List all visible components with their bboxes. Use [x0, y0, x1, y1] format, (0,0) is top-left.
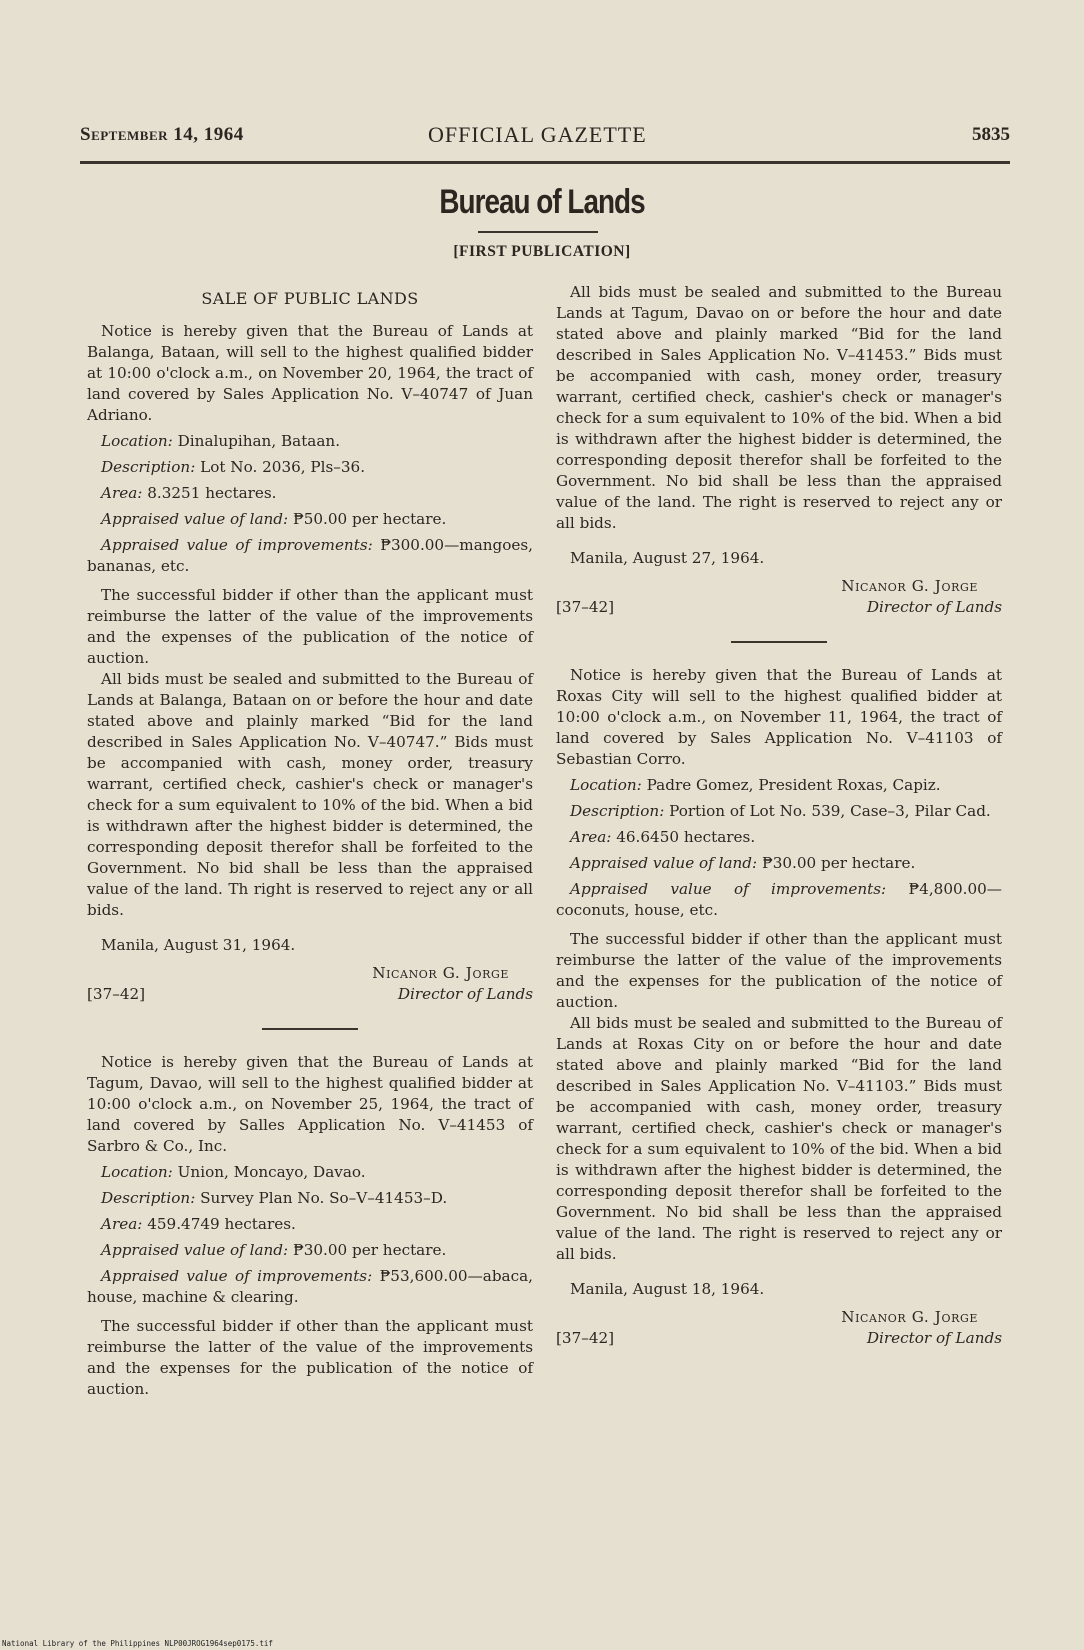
improvements-label: Appraised value of improvements: [101, 536, 373, 554]
area-label: Area: [101, 484, 143, 502]
description-field [87, 1188, 533, 1209]
publication-code: [37–42] [556, 598, 615, 616]
left-column [87, 282, 533, 1400]
area-field [87, 483, 533, 504]
improvements-value: ₱53,600.00—abaca, house, machine & clearing. [87, 1267, 533, 1306]
land-value-field [556, 853, 1002, 874]
location-value: Union, Moncayo, Davao. [177, 1163, 366, 1181]
signatory-name: Nicanor G. Jorge [841, 577, 978, 595]
signature-block [556, 1308, 1002, 1354]
land-value-field [87, 509, 533, 530]
right-column [556, 282, 1002, 1354]
improvements-field [556, 879, 1002, 921]
area-value: 46.6450 hectares. [616, 828, 756, 846]
signatory-title: Director of Lands [866, 598, 1002, 616]
page-header [80, 124, 1010, 154]
land-value: ₱30.00 per hectare. [761, 854, 916, 872]
land-value: ₱50.00 per hectare. [292, 510, 447, 528]
improvements-field [87, 535, 533, 577]
dateline: Manila, August 31, 1964. [101, 936, 296, 954]
location-field [556, 775, 1002, 796]
location-value: Padre Gomez, President Roxas, Capiz. [646, 776, 941, 794]
signatory-name: Nicanor G. Jorge [841, 1308, 978, 1326]
dateline: Manila, August 18, 1964. [570, 1280, 765, 1298]
area-label: Area: [101, 1215, 143, 1233]
improvements-label: Appraised value of improvements: [101, 1267, 373, 1285]
notice-intro: Notice is hereby given that the Bureau of Lands at Tagum, Davao, will sell to the highest qualified bidder at 10:00 o'clock a.m., on November 25, 1964, the tract of land covered by Salles Application No. V–41453 of Sarbro & Co., Inc. [87, 1053, 533, 1155]
land-value-field [87, 1240, 533, 1261]
reimburse-paragraph: The successful bidder if other than the applicant must reimburse the latter of the value of the improvements and the expenses of the publication of the notice of auction. [87, 586, 533, 667]
location-field [87, 431, 533, 452]
area-value: 459.4749 hectares. [147, 1215, 296, 1233]
section-heading: SALE OF PUBLIC LANDS [201, 289, 419, 308]
description-field [556, 801, 1002, 822]
signatory-title: Director of Lands [866, 1329, 1002, 1347]
signatory-title: Director of Lands [397, 985, 533, 1003]
reimburse-paragraph: The successful bidder if other than the applicant must reimburse the latter of the value of the improvements and the expenses for the publication of the notice of auction. [87, 1317, 533, 1398]
publication-code: [37–42] [556, 1329, 615, 1347]
bids-paragraph: All bids must be sealed and submitted to the Bureau of Lands at Balanga, Bataan on or before the hour and date stated above and plainly marked “Bid for the land described in Sales Application No. V–40747.” Bids must be accompanied with cash, money order, treasury warrant, certified check, cashier's check or manager's check for a sum equivalent to 10% of the bid. When a bid is withdrawn after the highest bidder is determined, the corresponding deposit therefor shall be forfeited to the Government. No bid shall be less than the appraised value of the land. Th right is reserved to reject any or all bids. [87, 670, 533, 919]
publication-title: OFFICIAL GAZETTE [428, 122, 647, 147]
description-value: Lot No. 2036, Pls–36. [200, 458, 366, 476]
location-value: Dinalupihan, Bataan. [177, 432, 341, 450]
notice-separator [262, 1028, 358, 1030]
notice-intro: Notice is hereby given that the Bureau of Lands at Roxas City will sell to the highest qualified bidder at 10:00 o'clock a.m., on November 11, 1964, the tract of land covered by Sales Application No. V–41103 of Sebastian Corro. [556, 666, 1002, 768]
location-label: Location: [101, 1163, 173, 1181]
location-field [87, 1162, 533, 1183]
issue-date: September 14, 1964 [80, 124, 244, 145]
land-value-label: Appraised value of land: [101, 1241, 289, 1259]
header-rule [80, 161, 1010, 164]
title-rule [478, 231, 598, 233]
area-label: Area: [570, 828, 612, 846]
bids-paragraph: All bids must be sealed and submitted to the Bureau Lands at Tagum, Davao on or before the hour and date stated above and plainly marked “Bid for the land described in Sales Application No. V–41453.” Bids must be accompanied with cash, money order, treasury warrant, certified check, cashier's check or manager's check for a sum equivalent to 10% of the bid. When a bid is withdrawn after the highest bidder is determined, the corresponding deposit therefor shall be forfeited to the Government. No bid shall be less than the appraised value of the land. The right is reserved to reject any or all bids. [556, 283, 1002, 532]
publication-label: [FIRST PUBLICATION] [453, 243, 631, 260]
bureau-title: Bureau of Lands [439, 183, 645, 221]
publication-code: [37–42] [87, 985, 146, 1003]
land-value: ₱30.00 per hectare. [292, 1241, 447, 1259]
description-value: Survey Plan No. So–V–41453–D. [200, 1189, 448, 1207]
notice-intro: Notice is hereby given that the Bureau of Lands at Balanga, Bataan, will sell to the highest qualified bidder at 10:00 o'clock a.m., on November 20, 1964, the tract of land covered by Sales Application No. V–40747 of Juan Adriano. [87, 322, 533, 424]
improvements-label: Appraised value of improvements: [570, 880, 887, 898]
signature-block [87, 964, 533, 1010]
signatory-name: Nicanor G. Jorge [372, 964, 509, 982]
description-label: Description: [101, 1189, 196, 1207]
bids-paragraph: All bids must be sealed and submitted to the Bureau of Lands at Roxas City on or before the hour and date stated above and plainly marked “Bid for the land described in Sales Application No. V–41103.” Bids must be accompanied with cash, money order, treasury warrant, certified check, cashier's check or manager's check for a sum equivalent to 10% of the bid. When a bid is withdrawn after the highest bidder is determined, the corresponding deposit therefor shall be forfeited to the Government. No bid shall be less than the appraised value of the land. The right is reserved to reject any or all bids. [556, 1014, 1002, 1263]
description-label: Description: [570, 802, 665, 820]
location-label: Location: [101, 432, 173, 450]
description-value: Portion of Lot No. 539, Case–3, Pilar Cad. [669, 802, 991, 820]
area-field [556, 827, 1002, 848]
page-number: 5835 [972, 124, 1010, 145]
reimburse-paragraph: The successful bidder if other than the applicant must reimburse the latter of the value of the improvements and the expenses for the publication of the notice of auction. [556, 930, 1002, 1011]
notice-separator [731, 641, 827, 643]
land-value-label: Appraised value of land: [570, 854, 758, 872]
signature-block [556, 577, 1002, 623]
land-value-label: Appraised value of land: [101, 510, 289, 528]
description-label: Description: [101, 458, 196, 476]
description-field [87, 457, 533, 478]
area-field [87, 1214, 533, 1235]
area-value: 8.3251 hectares. [147, 484, 277, 502]
location-label: Location: [570, 776, 642, 794]
dateline: Manila, August 27, 1964. [570, 549, 765, 567]
improvements-value: ₱4,800.00—coconuts, house, etc. [556, 880, 1002, 919]
scan-footer: National Library of the Philippines NLP00JROG1964sep0175.tif [2, 1639, 273, 1648]
improvements-value: ₱300.00—mangoes, bananas, etc. [87, 536, 533, 575]
improvements-field [87, 1266, 533, 1308]
